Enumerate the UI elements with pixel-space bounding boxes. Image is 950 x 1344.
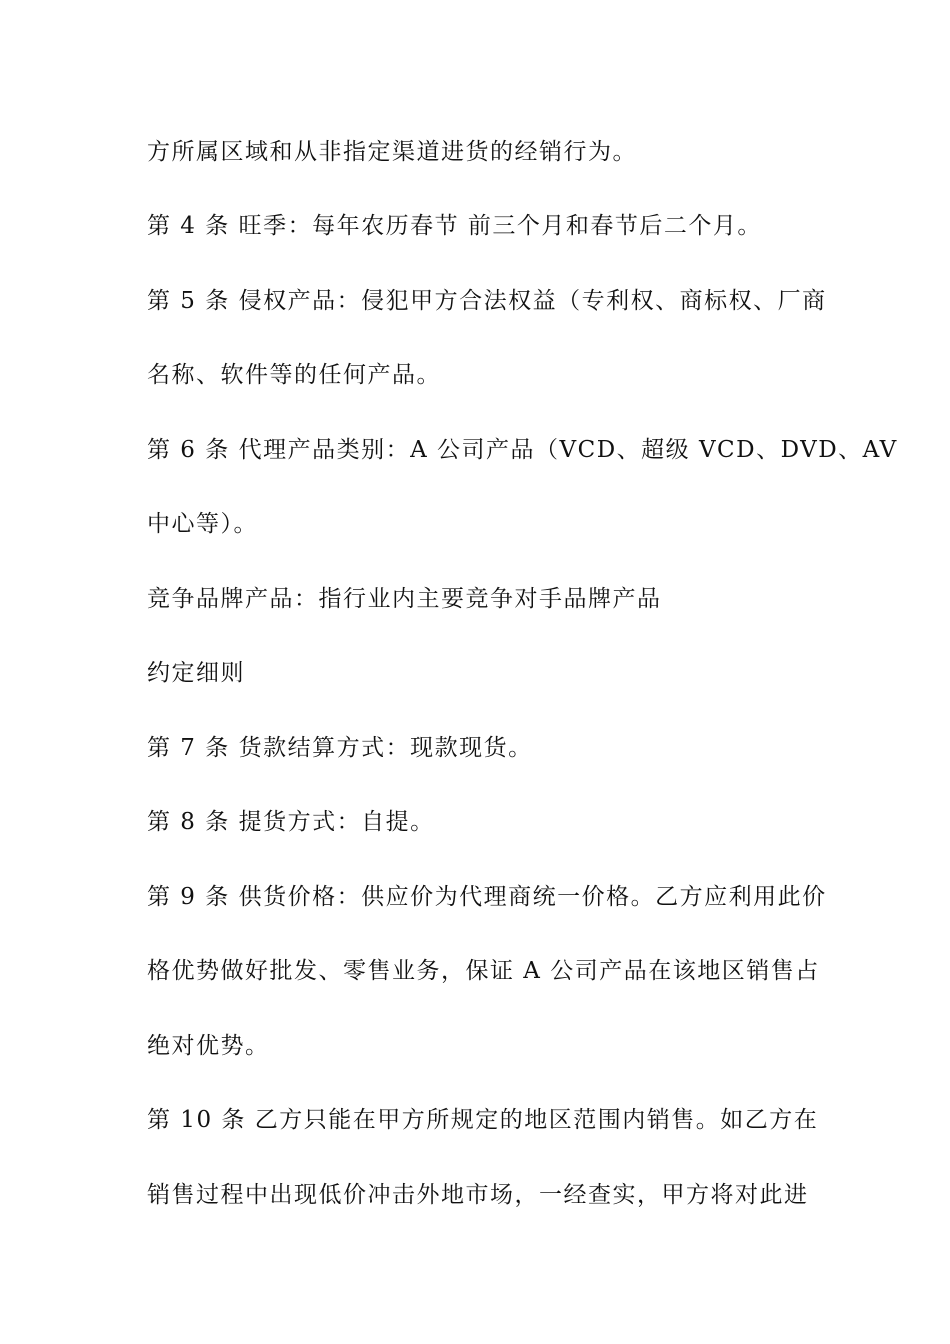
text-line: 绝对优势。: [147, 1033, 270, 1059]
text-line: 格优势做好批发、零售业务，保证 A 公司产品在该地区销售占: [147, 958, 820, 984]
text-line: 第 10 条 乙方只能在甲方所规定的地区范围内销售。如乙方在: [147, 1107, 819, 1133]
section-heading: 约定细则: [147, 660, 245, 686]
text-line: 方所属区域和从非指定渠道进货的经销行为。: [147, 139, 637, 165]
text-line: 第 7 条 货款结算方式：现款现货。: [147, 735, 533, 761]
text-line: 第 6 条 代理产品类别：A 公司产品（VCD、超级 VCD、DVD、AV: [147, 437, 898, 463]
text-line: 第 8 条 提货方式：自提。: [147, 809, 435, 835]
text-line: 第 9 条 供货价格：供应价为代理商统一价格。乙方应利用此价: [147, 884, 827, 910]
text-line: 第 5 条 侵权产品：侵犯甲方合法权益（专利权、商标权、厂商: [147, 288, 827, 314]
text-line: 第 4 条 旺季：每年农历春节 前三个月和春节后二个月。: [147, 213, 762, 239]
text-line: 中心等）。: [147, 511, 258, 537]
text-line: 名称、软件等的任何产品。: [147, 362, 441, 388]
text-line: 销售过程中出现低价冲击外地市场，一经查实，甲方将对此进: [147, 1182, 809, 1208]
text-line: 竞争品牌产品：指行业内主要竞争对手品牌产品: [147, 586, 662, 612]
